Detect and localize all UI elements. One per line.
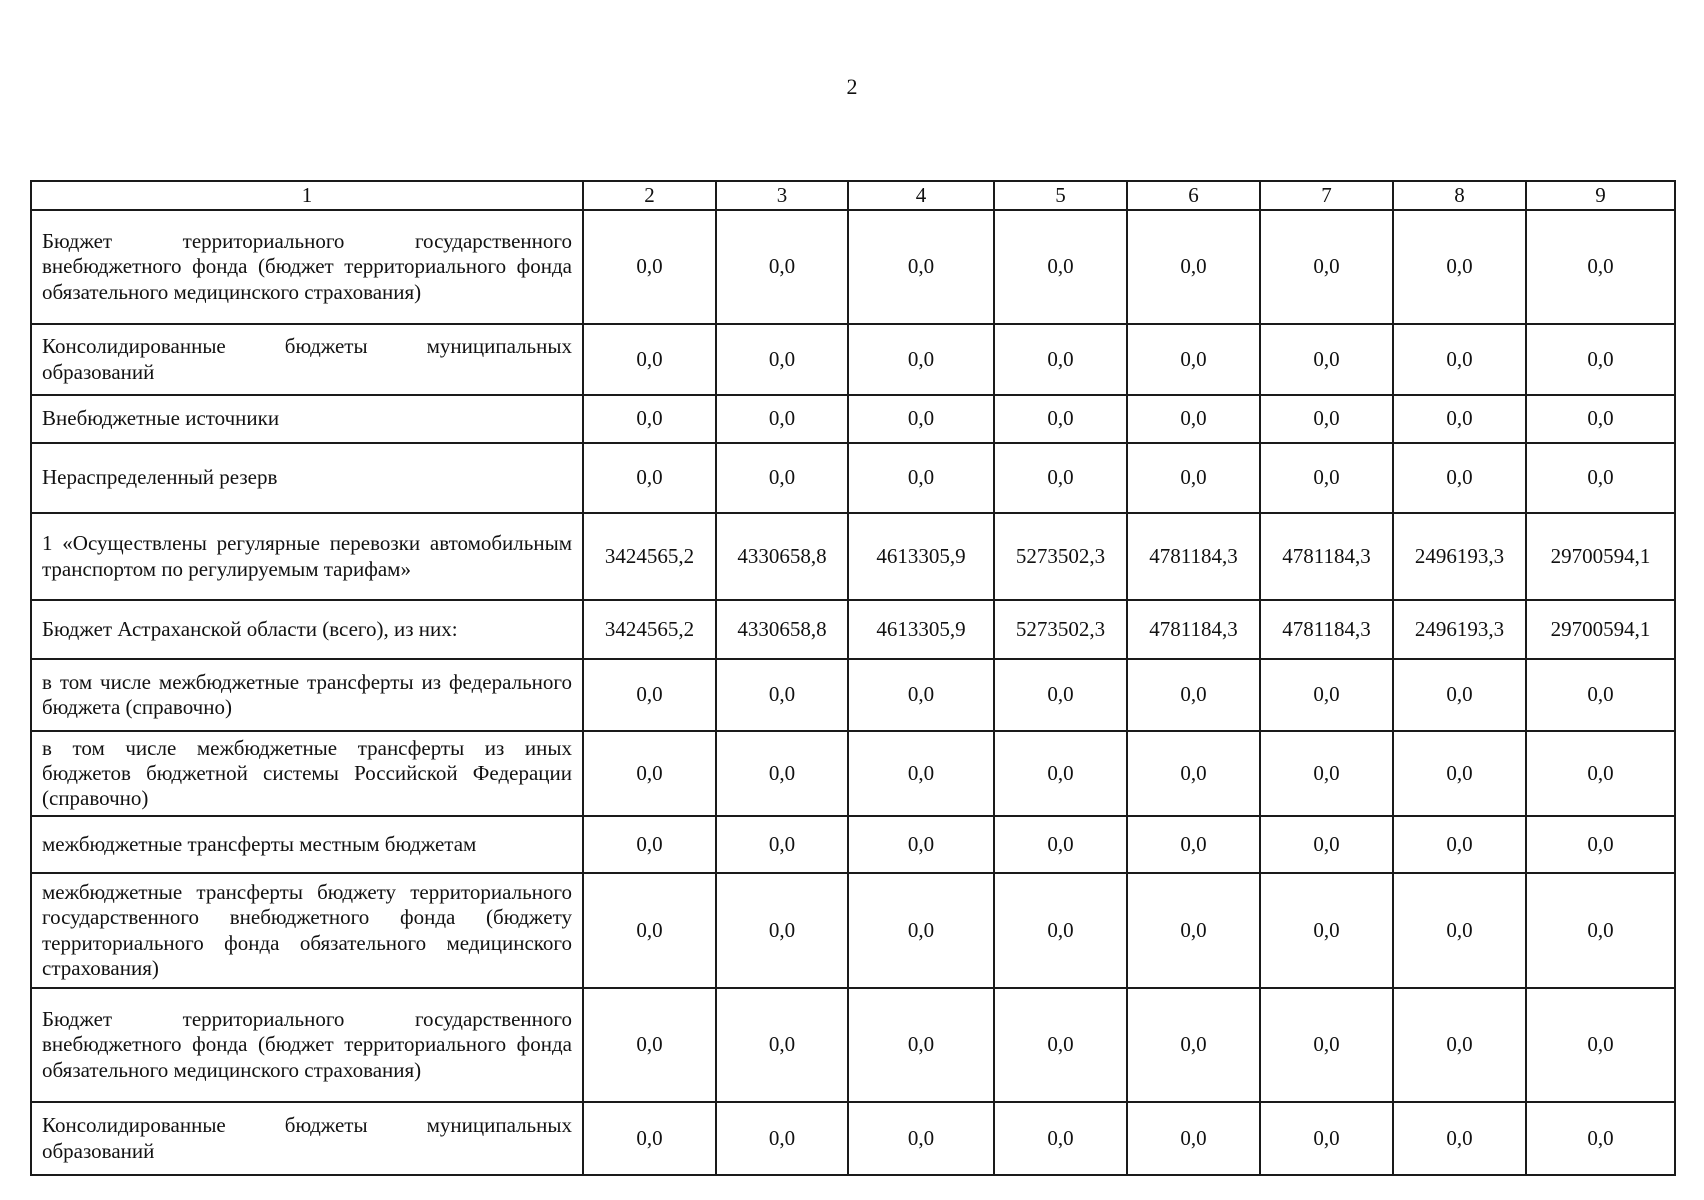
table-cell: 0,0	[1393, 731, 1526, 816]
table-cell: 0,0	[1393, 210, 1526, 324]
table-cell: 0,0	[583, 324, 716, 395]
table-cell: 0,0	[1393, 988, 1526, 1102]
table-cell: 3424565,2	[583, 513, 716, 600]
table-cell: 0,0	[1127, 731, 1260, 816]
row-label: в том числе межбюджетные трансферты из федерального бюджета (справочно)	[31, 659, 583, 731]
row-label: Консолидированные бюджеты муниципальных образований	[31, 324, 583, 395]
table-cell: 0,0	[1127, 210, 1260, 324]
table-row	[31, 873, 1675, 988]
table-cell: 0,0	[716, 1102, 848, 1175]
table-cell: 0,0	[1127, 443, 1260, 513]
table-row	[31, 324, 1675, 395]
table-cell: 0,0	[583, 395, 716, 443]
table-cell: 4613305,9	[848, 513, 994, 600]
table-cell: 0,0	[994, 324, 1127, 395]
table-cell: 0,0	[1260, 731, 1393, 816]
table-cell: 4613305,9	[848, 600, 994, 659]
table-cell: 0,0	[583, 659, 716, 731]
row-label: 1 «Осуществлены регулярные перевозки автомобильным транспортом по регулируемым тарифам»	[31, 513, 583, 600]
table-cell: 0,0	[1393, 659, 1526, 731]
table-cell: 0,0	[1127, 988, 1260, 1102]
row-label: Внебюджетные источники	[31, 395, 583, 443]
table-cell: 4781184,3	[1127, 513, 1260, 600]
row-label: Бюджет Астраханской области (всего), из них:	[31, 600, 583, 659]
table-cell: 4781184,3	[1127, 600, 1260, 659]
table-cell: 0,0	[1260, 395, 1393, 443]
table-cell: 0,0	[716, 731, 848, 816]
table-cell: 0,0	[994, 731, 1127, 816]
table-cell: 0,0	[1260, 873, 1393, 988]
row-label: межбюджетные трансферты бюджету территориального государственного внебюджетного фонда (бюджету территориального фонда обязательного медицинского страхования)	[31, 873, 583, 988]
table-row	[31, 988, 1675, 1102]
row-label: Бюджет территориального государственного внебюджетного фонда (бюджет территориального фонда обязательного медицинского страхования)	[31, 988, 583, 1102]
table-cell: 0,0	[583, 988, 716, 1102]
table-cell: 0,0	[1393, 324, 1526, 395]
table-cell: 0,0	[1127, 324, 1260, 395]
table-cell: 0,0	[716, 443, 848, 513]
table-cell: 0,0	[583, 816, 716, 873]
table-cell: 0,0	[716, 395, 848, 443]
table-cell: 0,0	[994, 1102, 1127, 1175]
table-cell: 0,0	[1526, 395, 1675, 443]
row-label: Бюджет территориального государственного внебюджетного фонда (бюджет территориального фонда обязательного медицинского страхования)	[31, 210, 583, 324]
table-cell: 0,0	[994, 210, 1127, 324]
table-cell: 0,0	[1393, 873, 1526, 988]
table-cell: 0,0	[848, 873, 994, 988]
table-row	[31, 816, 1675, 873]
table-cell: 5273502,3	[994, 600, 1127, 659]
table-cell: 0,0	[1526, 873, 1675, 988]
table-row	[31, 659, 1675, 731]
table-cell: 5273502,3	[994, 513, 1127, 600]
table-cell: 0,0	[1526, 443, 1675, 513]
table-cell: 0,0	[1260, 324, 1393, 395]
column-header: 1	[31, 181, 583, 210]
table-cell: 3424565,2	[583, 600, 716, 659]
column-header: 7	[1260, 181, 1393, 210]
table-cell: 4781184,3	[1260, 600, 1393, 659]
table-cell: 0,0	[1127, 873, 1260, 988]
table-cell: 0,0	[994, 443, 1127, 513]
table-row	[31, 600, 1675, 659]
table-cell: 0,0	[1260, 988, 1393, 1102]
table-cell: 0,0	[1260, 443, 1393, 513]
table-row	[31, 210, 1675, 324]
table-cell: 0,0	[1393, 816, 1526, 873]
table-cell: 0,0	[1393, 443, 1526, 513]
table-cell: 0,0	[994, 659, 1127, 731]
column-header: 4	[848, 181, 994, 210]
table-cell: 0,0	[583, 210, 716, 324]
column-header: 2	[583, 181, 716, 210]
row-label: Нераспределенный резерв	[31, 443, 583, 513]
table-cell: 0,0	[848, 210, 994, 324]
table-cell: 0,0	[1526, 1102, 1675, 1175]
table-row	[31, 1102, 1675, 1175]
table-cell: 0,0	[994, 873, 1127, 988]
column-header: 8	[1393, 181, 1526, 210]
table-cell: 0,0	[1526, 659, 1675, 731]
table-cell: 0,0	[1260, 816, 1393, 873]
table-cell: 0,0	[1526, 324, 1675, 395]
table-cell: 0,0	[994, 988, 1127, 1102]
table-cell: 29700594,1	[1526, 600, 1675, 659]
table-cell: 0,0	[1526, 210, 1675, 324]
table-cell: 0,0	[1260, 659, 1393, 731]
table-cell: 0,0	[1127, 659, 1260, 731]
table-cell: 0,0	[994, 395, 1127, 443]
column-header: 9	[1526, 181, 1675, 210]
table-cell: 0,0	[994, 816, 1127, 873]
table-cell: 29700594,1	[1526, 513, 1675, 600]
table-row	[31, 731, 1675, 816]
table-cell: 0,0	[716, 210, 848, 324]
table-cell: 0,0	[1526, 731, 1675, 816]
table-cell: 0,0	[848, 816, 994, 873]
table-cell: 0,0	[848, 395, 994, 443]
table-cell: 0,0	[1526, 988, 1675, 1102]
page-number: 2	[846, 74, 858, 99]
table-cell: 0,0	[716, 988, 848, 1102]
table-cell: 0,0	[583, 1102, 716, 1175]
table-cell: 0,0	[848, 659, 994, 731]
column-header: 6	[1127, 181, 1260, 210]
table-cell: 0,0	[1260, 210, 1393, 324]
table-cell: 2496193,3	[1393, 600, 1526, 659]
table-cell: 2496193,3	[1393, 513, 1526, 600]
table-cell: 0,0	[716, 659, 848, 731]
table-cell: 0,0	[848, 988, 994, 1102]
table-cell: 0,0	[583, 443, 716, 513]
budget-table	[30, 180, 1676, 1176]
table-cell: 0,0	[1526, 816, 1675, 873]
table-cell: 0,0	[848, 1102, 994, 1175]
column-header: 5	[994, 181, 1127, 210]
table-cell: 0,0	[1393, 1102, 1526, 1175]
row-label: в том числе межбюджетные трансферты из иных бюджетов бюджетной системы Российской Федерации (справочно)	[31, 731, 583, 816]
row-label: межбюджетные трансферты местным бюджетам	[31, 816, 583, 873]
table-cell: 0,0	[848, 731, 994, 816]
table-cell: 0,0	[848, 443, 994, 513]
table-cell: 0,0	[716, 816, 848, 873]
table-row	[31, 395, 1675, 443]
column-header: 3	[716, 181, 848, 210]
table-cell: 0,0	[583, 731, 716, 816]
table-header-row	[31, 181, 1675, 210]
table-cell: 4330658,8	[716, 600, 848, 659]
table-cell: 0,0	[848, 324, 994, 395]
table-cell: 4330658,8	[716, 513, 848, 600]
table-cell: 0,0	[1393, 395, 1526, 443]
table-cell: 0,0	[1127, 816, 1260, 873]
table-cell: 4781184,3	[1260, 513, 1393, 600]
table-cell: 0,0	[1127, 1102, 1260, 1175]
table-row	[31, 443, 1675, 513]
table-cell: 0,0	[716, 324, 848, 395]
table-cell: 0,0	[716, 873, 848, 988]
row-label: Консолидированные бюджеты муниципальных образований	[31, 1102, 583, 1175]
table-cell: 0,0	[1260, 1102, 1393, 1175]
table-row	[31, 513, 1675, 600]
table-cell: 0,0	[1127, 395, 1260, 443]
table-cell: 0,0	[583, 873, 716, 988]
